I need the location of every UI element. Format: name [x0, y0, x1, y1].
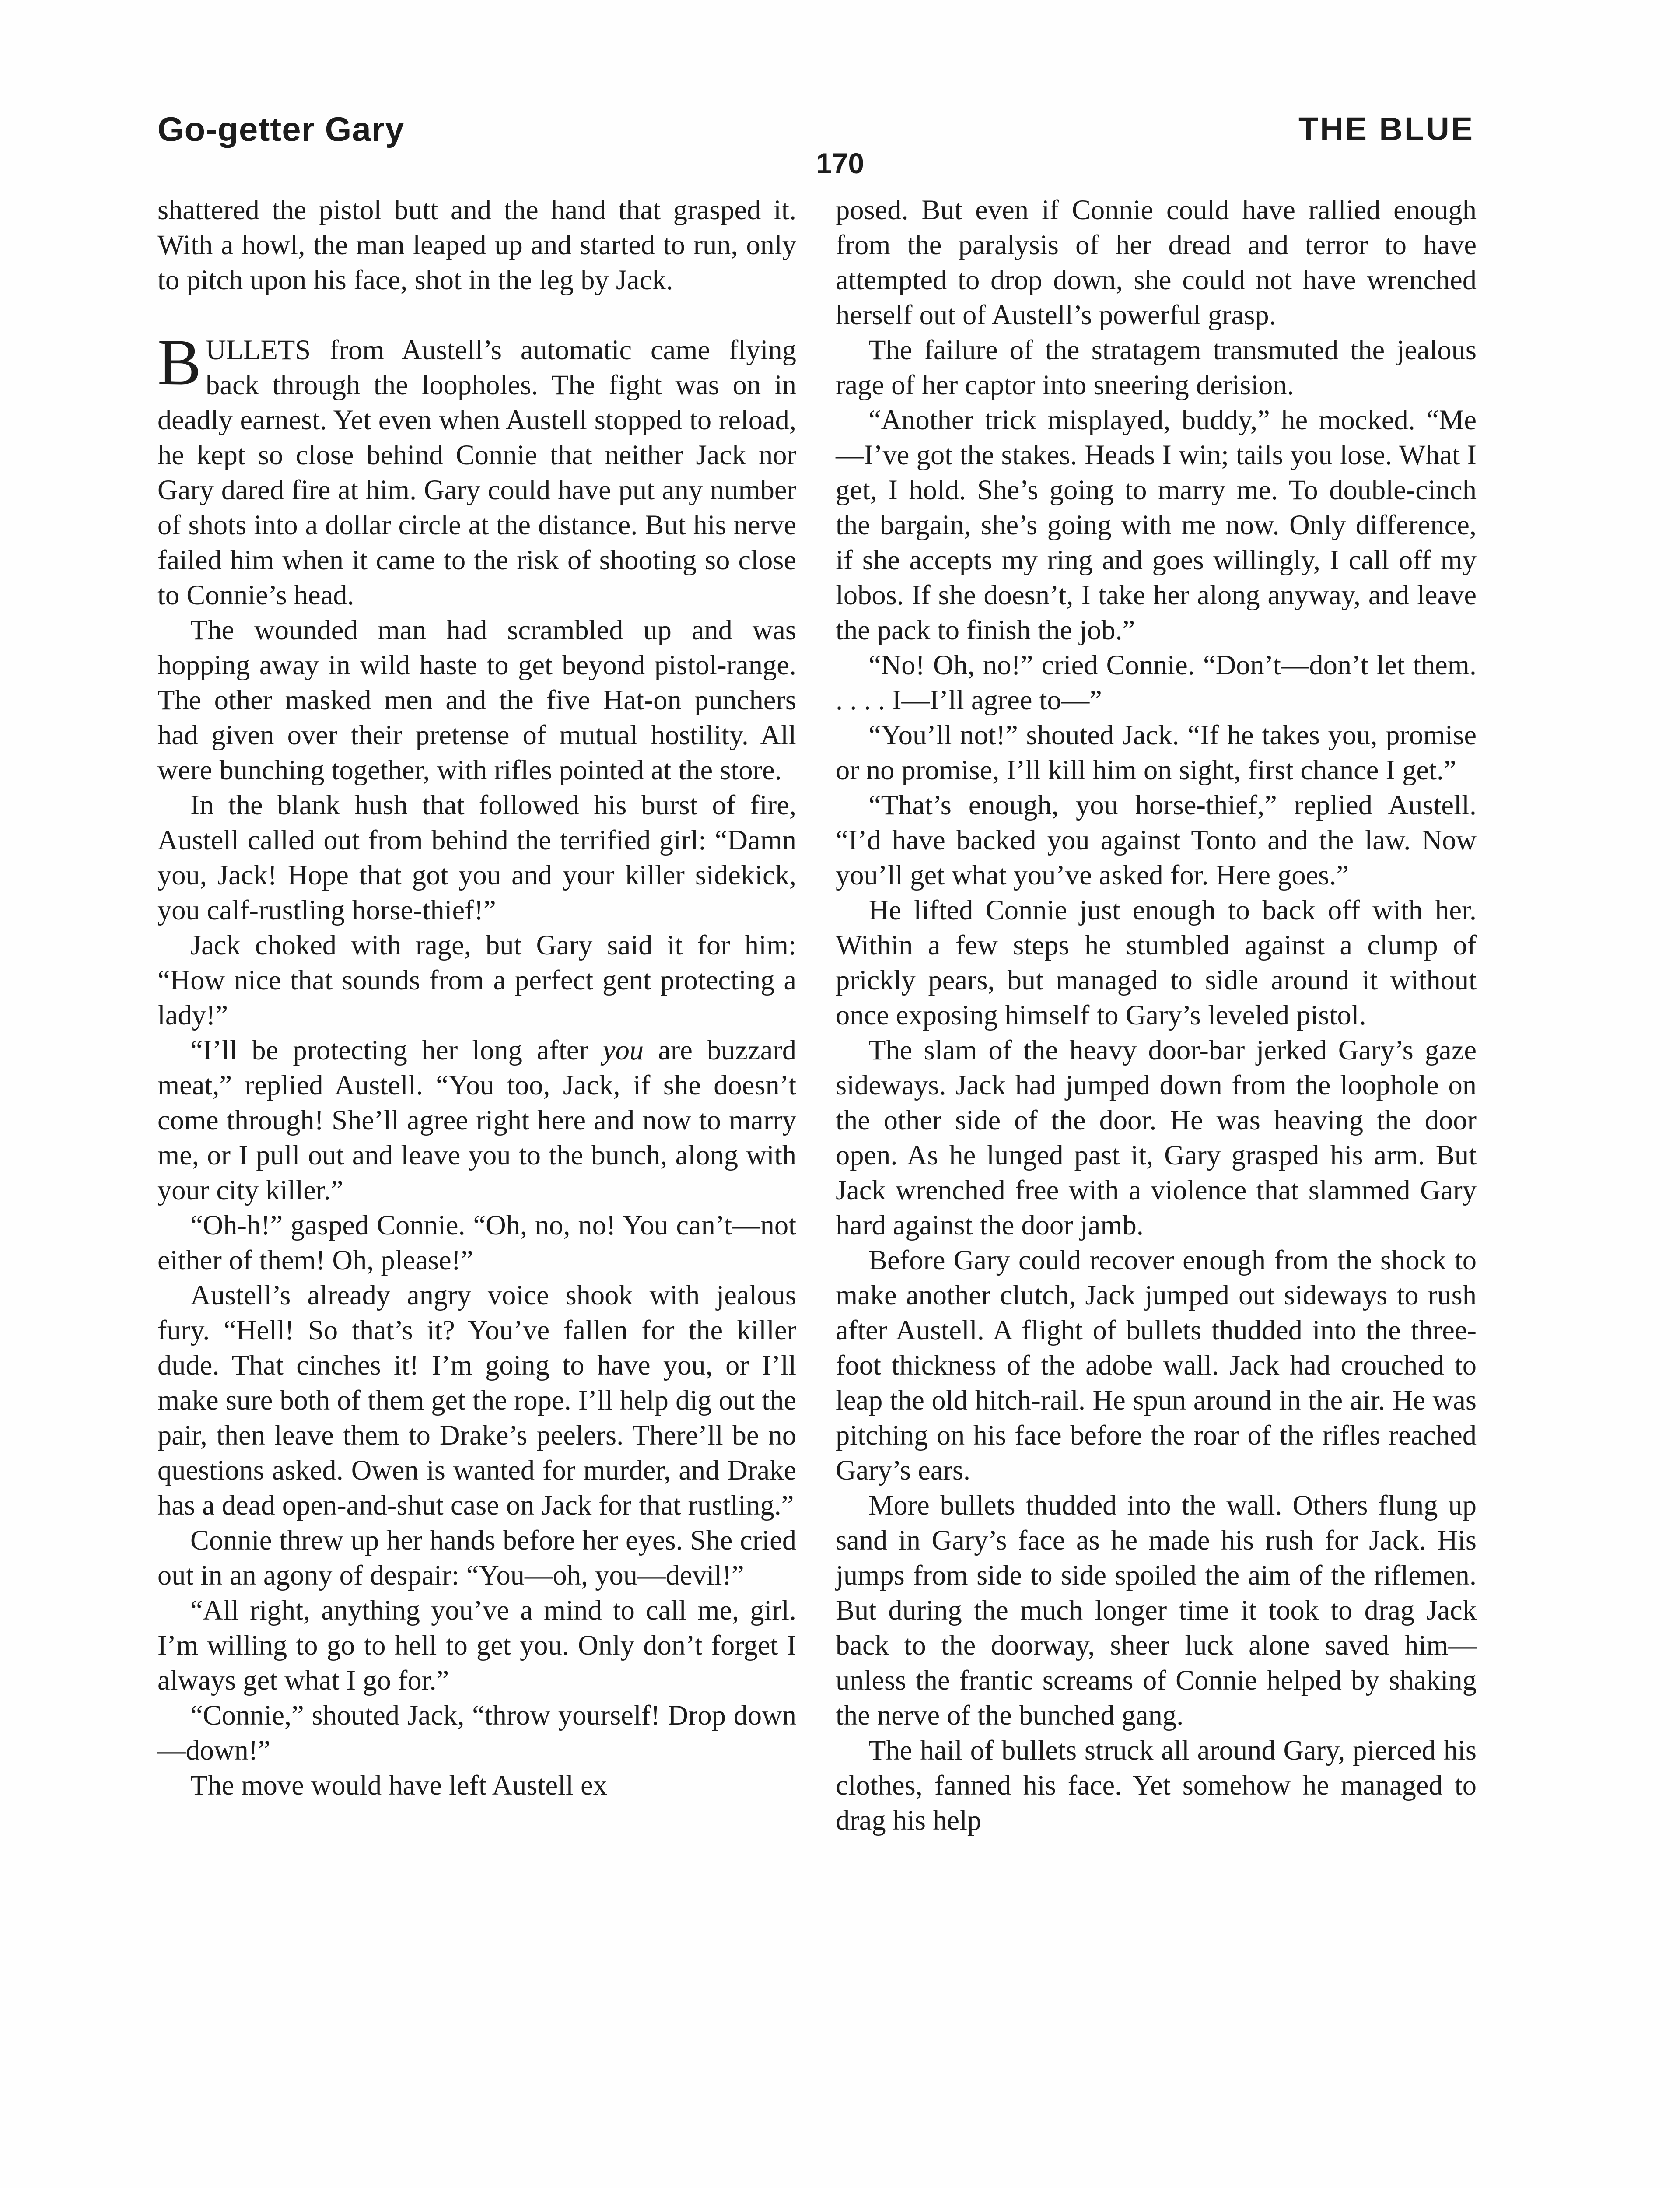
paragraph: The wounded man had scrambled up and was hopping away in wild haste to get beyond pistol-range. The other masked men and the five Hat-on punchers had given over their pretense of mutual hostility. All were bunching together, with rifles pointed at the store. [158, 614, 796, 785]
paragraph: Connie threw up her hands before her eyes. She cried out in an agony of despair: “You—oh, you—devil!” [158, 1525, 796, 1591]
paragraph: More bullets thudded into the wall. Others flung up sand in Gary’s face as he made his rush for Jack. His jumps from side to side spoiled the aim of the riflemen. But during the much longer time it took to drag Jack back to the doorway, sheer luck alone saved him—unless the frantic screams of Connie helped by shaking the nerve of the bunched gang. [836, 1490, 1477, 1731]
drop-cap: B [158, 326, 202, 399]
paragraph-text: are buzzard meat,” replied Austell. “You too, Jack, if she doesn’t come through! She’ll agree right here and now to marry me, or I pull out and leave you to the bunch, along with your city killer.” [158, 1034, 797, 1206]
paragraph: The move would have left Austell ex [190, 1770, 607, 1801]
paragraph-lead: “I’ll be protecting her long after [190, 1034, 603, 1066]
paragraph: “Oh-h!” gasped Connie. “Oh, no, no! You can’t—not either of them! Oh, please!” [158, 1210, 796, 1276]
paragraph: “That’s enough, you horse-thief,” replied Austell. “I’d have backed you against Tonto and the law. Now you’ll get what you’ve asked for. Here goes.” [836, 789, 1477, 891]
magazine-name: THE BLUE [1298, 111, 1474, 147]
paragraph: Austell’s already angry voice shook with jealous fury. “Hell! So that’s it? You’ve fallen for the killer dude. That cinches it! I’m going to have you, or I’ll make sure both of them get the rope. I’ll help dig out the pair, then leave them to Drake’s peelers. There’ll be no questions asked. Owen is wanted for murder, and Drake has a dead open-and-shut case on Jack for that rustling.” [158, 1280, 796, 1521]
paragraph: He lifted Connie just enough to back off with her. Within a few steps he stumbled against a clump of prickly pears, but managed to sidle around it without once exposing himself to Gary’s leveled pistol. [836, 894, 1477, 1031]
paragraph: The hail of bullets struck all around Gary, pierced his clothes, fanned his face. Yet somehow he managed to drag his help [836, 1735, 1477, 1836]
left-column [158, 193, 796, 1803]
paragraph: Before Gary could recover enough from the shock to make another clutch, Jack jumped out sideways to rush after Austell. A flight of bullets thudded into the three-foot thickness of the adobe wall. Jack had crouched to leap the old hitch-rail. He spun around in the air. He was pitching on his face before the roar of the rifles reached Gary’s ears. [836, 1245, 1477, 1486]
paragraph [158, 1033, 796, 1208]
paragraph: posed. But even if Connie could have rallied enough from the paralysis of her dread and terror to have attempted to drop down, she could not have wrenched herself out of Austell’s powerful grasp. [836, 194, 1477, 330]
paragraph: The slam of the heavy door-bar jerked Gary’s gaze sideways. Jack had jumped down from the loophole on the other side of the door. He was heaving the door open. As he lunged past it, Gary grasped his arm. But Jack wrenched free with a violence that slammed Gary hard against the door jamb. [836, 1034, 1477, 1241]
paragraph-text: ULLETS from Austell’s automatic came flying back through the loopholes. The fight was on in deadly earnest. Yet even when Austell stopped to reload, he kept so close behind Connie that neither Jack nor Gary dared fire at him. Gary could have put any number of shots into a dollar circle at the distance. But his nerve failed him when it came to the risk of shooting so close to Connie’s head. [158, 334, 796, 610]
right-column [836, 193, 1477, 1838]
paragraph: shattered the pistol butt and the hand that grasped it. With a howl, the man leaped up and started to run, only to pitch upon his face, shot in the leg by Jack. [158, 194, 796, 295]
paragraph: “Another trick misplayed, buddy,” he mocked. “Me—I’ve got the stakes. Heads I win; tails you lose. What I get, I hold. She’s going to marry me. To double-cinch the bargain, she’s going with me now. Only difference, if she accepts my ring and goes willingly, I call off my lobos. If she doesn’t, I take her along anyway, and leave the pack to finish the job.” [836, 404, 1477, 645]
paragraph: Jack choked with rage, but Gary said it for him: “How nice that sounds from a perfect gent protecting a lady!” [158, 929, 796, 1031]
paragraph: “You’ll not!” shouted Jack. “If he takes you, promise or no promise, I’ll kill him on sight, first chance I get.” [836, 719, 1477, 785]
story-title: Go-getter Gary [158, 110, 405, 148]
emphasis: you [603, 1034, 644, 1066]
paragraph: “No! Oh, no!” cried Connie. “Don’t—don’t let them. . . . . I—I’ll agree to—” [836, 649, 1477, 715]
paragraph: The failure of the stratagem transmuted the jealous rage of her captor into sneering derision. [836, 334, 1477, 400]
paragraph: “Connie,” shouted Jack, “throw yourself! Drop down—down!” [158, 1700, 796, 1766]
page-number: 170 [816, 147, 864, 179]
paragraph: “All right, anything you’ve a mind to call me, girl. I’m willing to go to hell to get you. Only don’t forget I always get what I go for.” [158, 1595, 796, 1696]
paragraph: In the blank hush that followed his burst of fire, Austell called out from behind the terrified girl: “Damn you, Jack! Hope that got you and your killer sidekick, you calf-rustling horse-thief!” [158, 789, 796, 926]
paragraph-dropcap [158, 326, 796, 613]
